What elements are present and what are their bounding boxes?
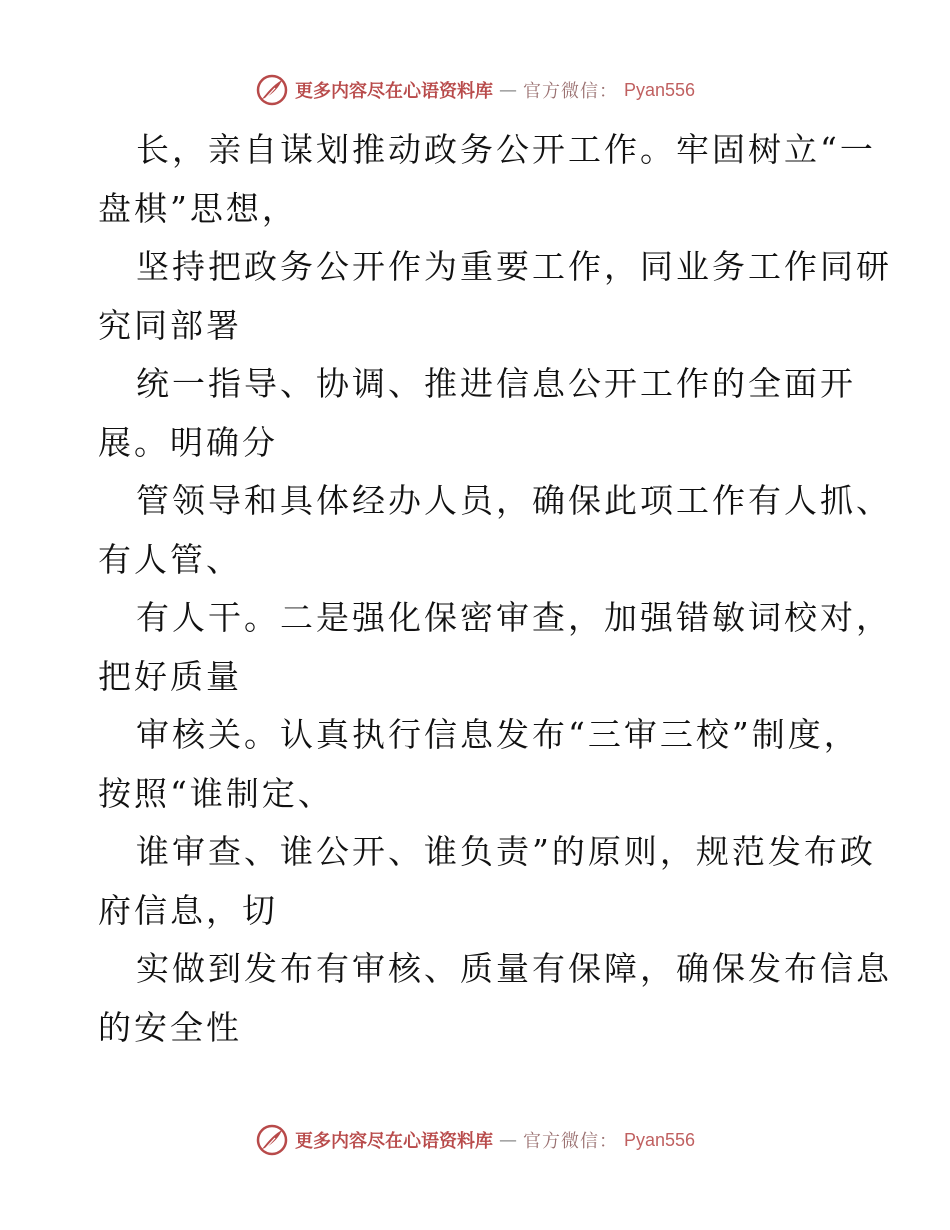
watermark-main-text: 更多内容尽在心语资料库 xyxy=(294,1131,493,1152)
document-body xyxy=(98,121,892,1057)
text-line: 谁审查、谁公开、谁负责”的原则，规范发布政 xyxy=(136,832,876,871)
watermark-wechat-label: 官方微信： xyxy=(522,81,618,102)
feather-logo-icon xyxy=(255,1123,289,1157)
feather-logo-icon xyxy=(255,73,289,107)
text-line: 管领导和具体经办人员，确保此项工作有人抓、 xyxy=(136,481,892,520)
footer-watermark xyxy=(0,1120,950,1160)
text-line: 实做到发布有审核、质量有保障，确保发布信息 xyxy=(136,949,892,988)
text-line: 按照“谁制定、 xyxy=(98,773,334,813)
text-line: 究同部署 xyxy=(98,305,242,345)
watermark-wechat-id: Pyan556 xyxy=(623,1129,696,1150)
text-line: 的安全性 xyxy=(98,1007,242,1047)
text-line: 展。明确分 xyxy=(98,422,278,462)
watermark-wechat-id: Pyan556 xyxy=(623,79,696,100)
text-line: 府信息，切 xyxy=(98,890,278,930)
text-line: 有人干。二是强化保密审查，加强错敏词校对， xyxy=(136,598,892,637)
header-watermark xyxy=(0,70,950,110)
text-line: 统一指导、协调、推进信息公开工作的全面开 xyxy=(136,364,856,403)
text-line: 有人管、 xyxy=(98,539,242,579)
watermark-wechat-label: 官方微信： xyxy=(522,1131,618,1152)
text-line: 审核关。认真执行信息发布“三审三校”制度， xyxy=(136,715,860,754)
text-line: 盘棋”思想， xyxy=(98,188,298,228)
text-line: 把好质量 xyxy=(98,656,242,696)
watermark-main-text: 更多内容尽在心语资料库 xyxy=(294,81,493,102)
text-line: 长，亲自谋划推动政务公开工作。牢固树立“一 xyxy=(136,130,876,169)
text-line: 坚持把政务公开作为重要工作，同业务工作同研 xyxy=(136,247,892,286)
watermark-dash: — xyxy=(498,79,517,101)
watermark-dash: — xyxy=(498,1129,517,1151)
